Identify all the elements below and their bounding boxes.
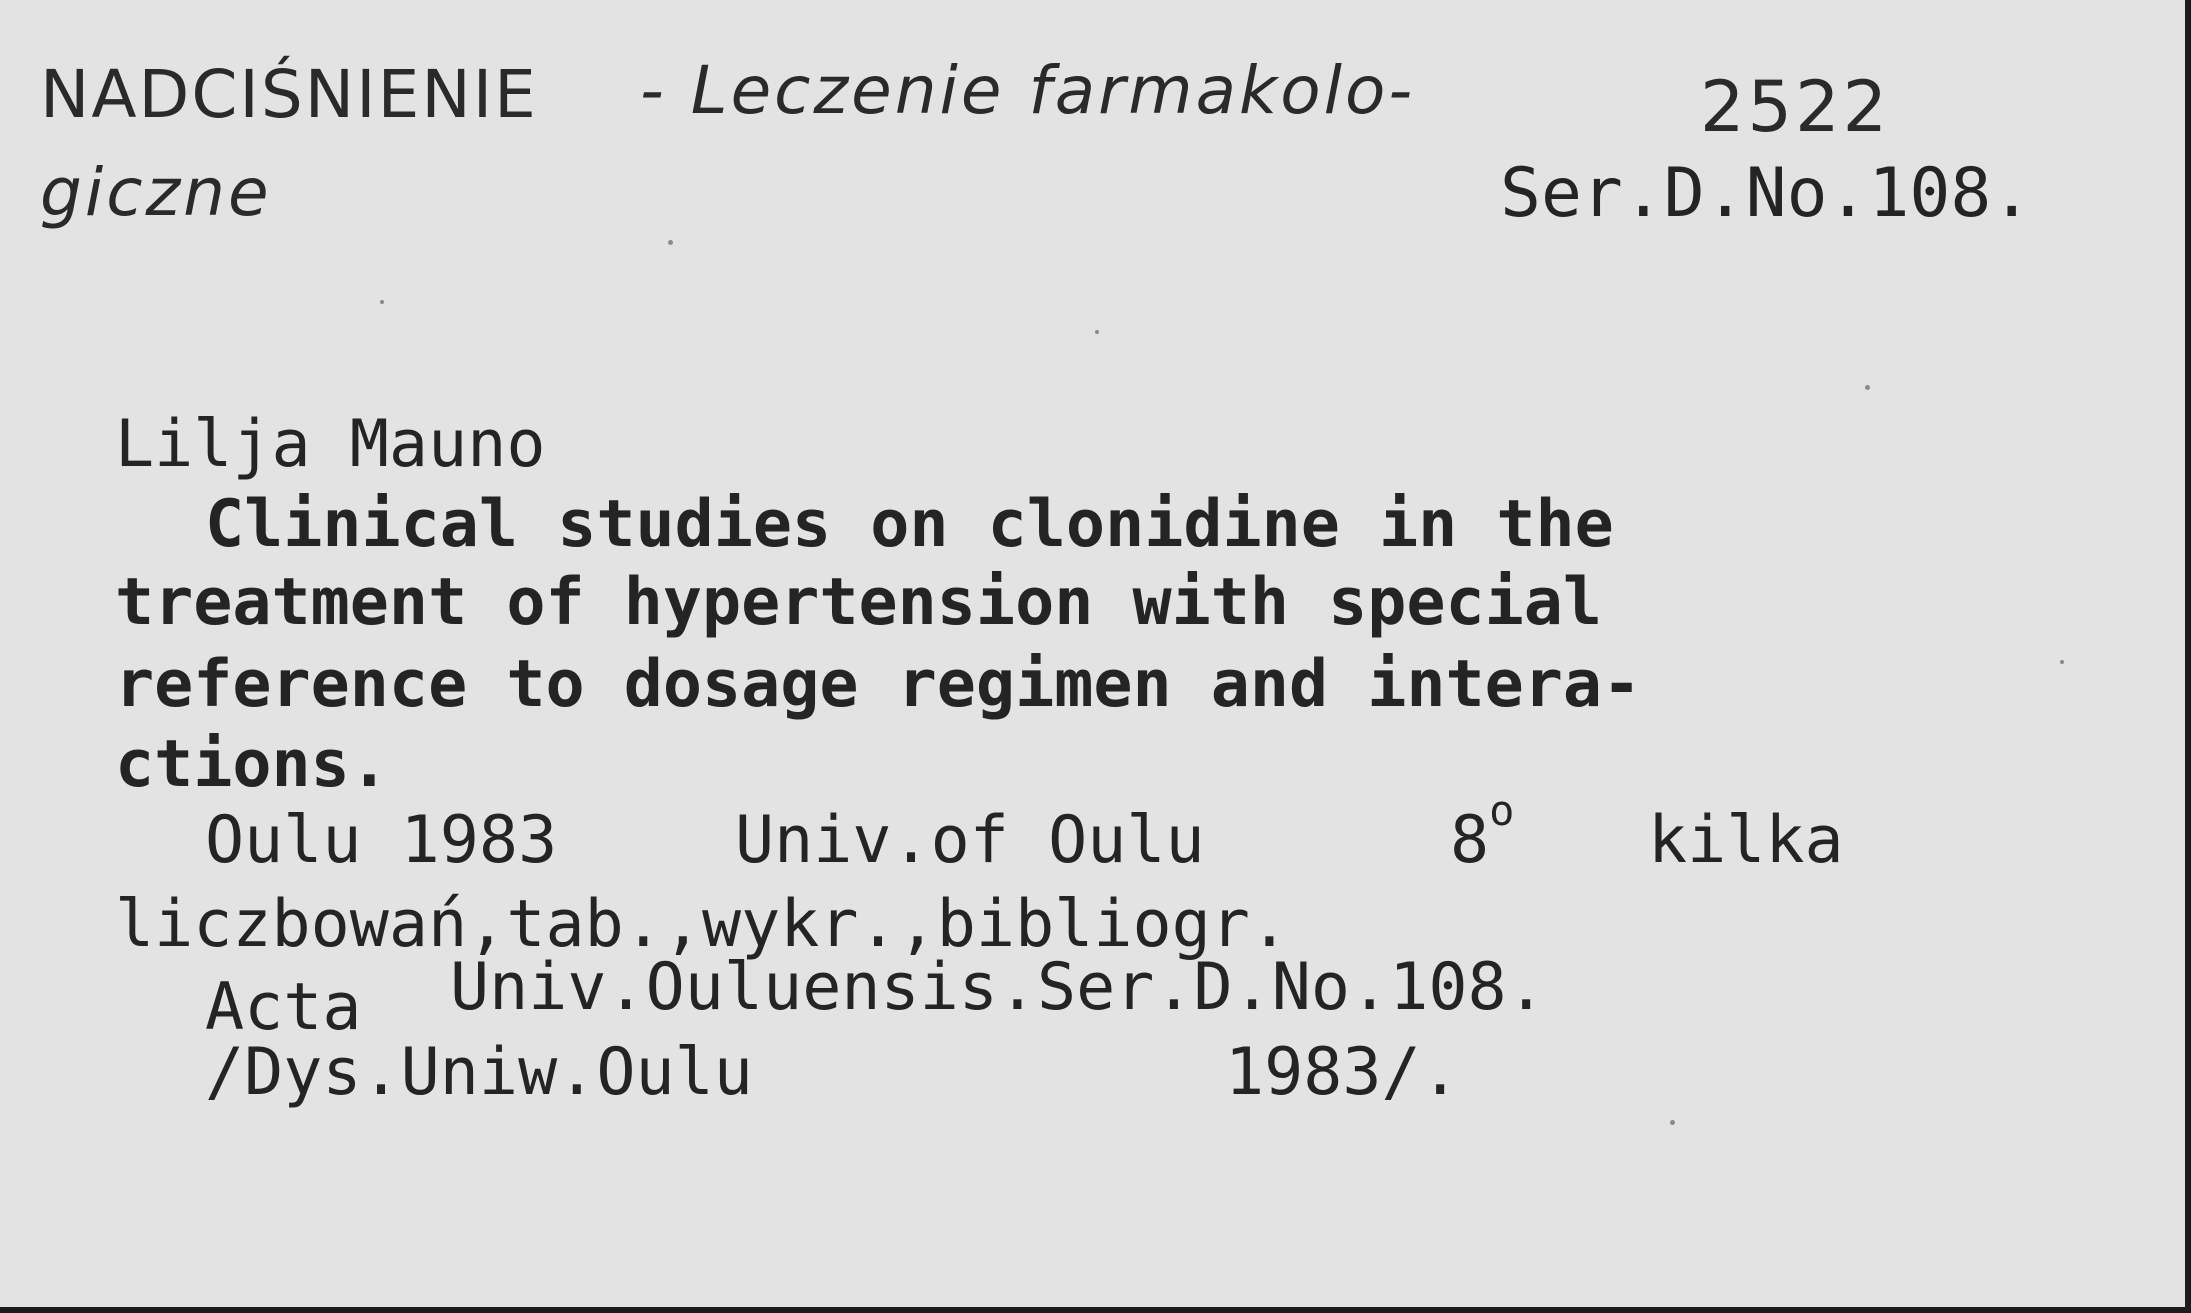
card-speck [2060, 660, 2064, 664]
subject-heading-continued: - Leczenie farmakolo- [640, 52, 1416, 129]
subject-heading-line-2: giczne [40, 154, 272, 231]
card-speck [1670, 1120, 1675, 1125]
title-line-3: reference to dosage regimen and intera- [115, 647, 1642, 722]
series-prefix: Acta [205, 970, 362, 1045]
title-line-1: Clinical studies on clonidine in the [205, 487, 1614, 562]
format-degree: o [1489, 786, 1515, 835]
card-speck [1095, 330, 1099, 334]
author-name: Lilja Mauno [115, 407, 546, 482]
imprint-extent: kilka [1648, 803, 1844, 878]
card-speck [1865, 385, 1870, 390]
title-line-2: treatment of hypertension with special [115, 565, 1603, 640]
physical-description: liczbowań,tab.,wykr.,bibliogr. [115, 887, 1289, 962]
dissertation-note: /Dys.Uniw.Oulu [205, 1035, 753, 1110]
imprint-place-year: Oulu 1983 [205, 803, 558, 878]
title-line-4: ctions. [115, 727, 389, 802]
imprint-publisher: Univ.of Oulu [735, 803, 1205, 878]
series-number: Ser.D.No.108. [1500, 154, 2033, 233]
card-speck [668, 240, 673, 245]
call-number: 2522 [1700, 66, 1891, 148]
subject-heading-main: NADCIŚNIENIE [40, 56, 538, 133]
format-number: 8 [1450, 803, 1490, 878]
card-speck [380, 300, 384, 304]
imprint-format [1450, 786, 1515, 878]
series-statement: Univ.Ouluensis.Ser.D.No.108. [450, 950, 1546, 1025]
dissertation-note-year: 1983/. [1225, 1035, 1460, 1110]
